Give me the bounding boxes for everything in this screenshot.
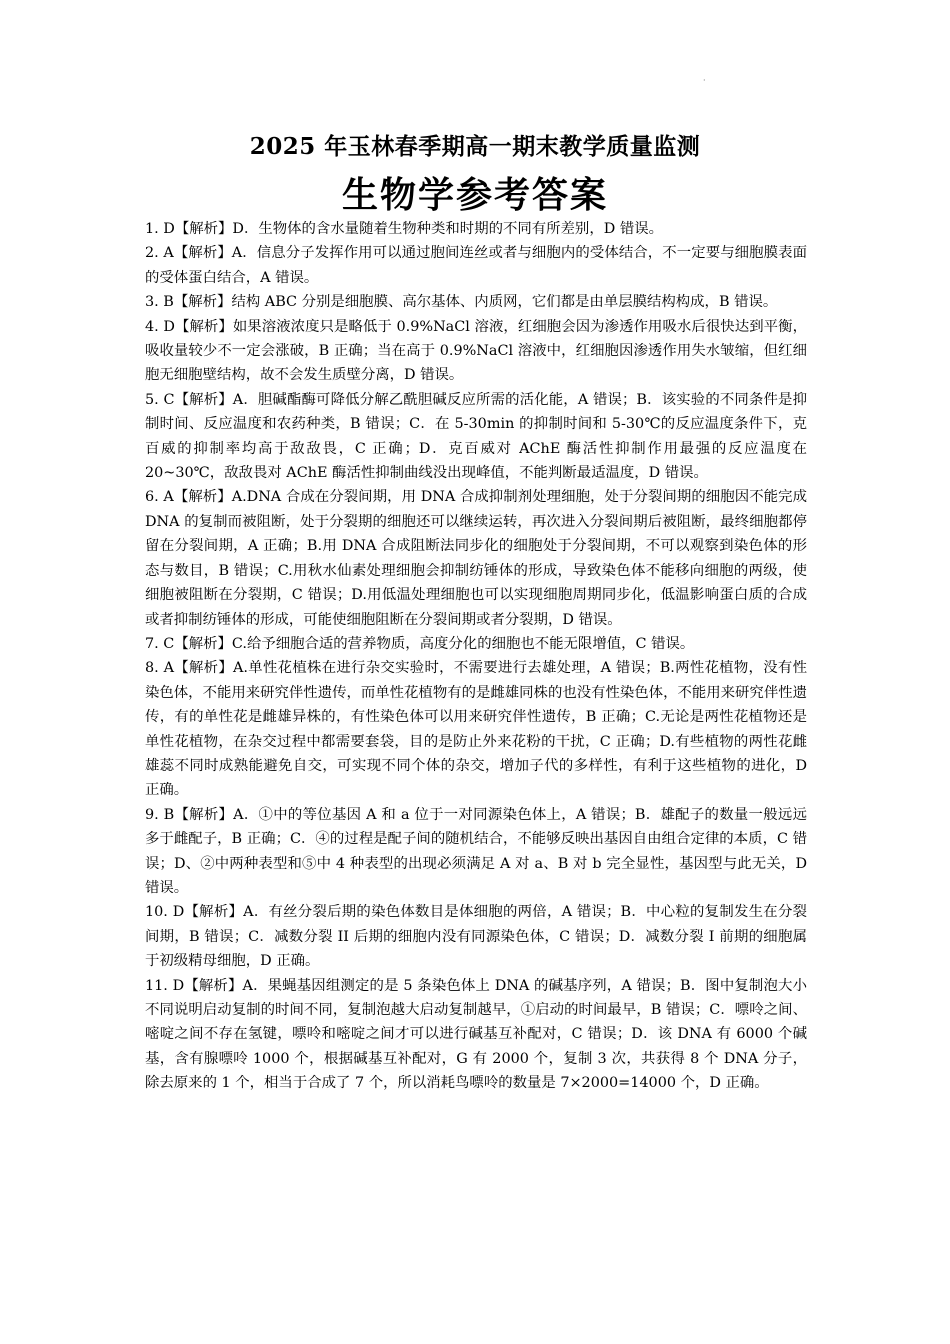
answer-item-4: 4. D【解析】如果溶液浓度只是略低于 0.9%NaCl 溶液，红细胞会因为渗透作用吸水后很快达到平衡，吸收量较少不一定会涨破，B 正确；当在高于 0.9%NaCl 溶液中，红细胞因渗透作用失水皱缩，但红细胞无细胞壁结构，故不会发生质壁分离，D 错误。 bbox=[145, 318, 807, 384]
document-subtitle: 生物学参考答案 bbox=[341, 175, 608, 216]
answer-list bbox=[145, 217, 807, 1096]
header-dot: · bbox=[703, 76, 706, 85]
answer-item-8: 8. A【解析】A.单性花植株在进行杂交实验时，不需要进行去雄处理，A 错误；B.两性花植物，没有性染色体，不能用来研究伴性遗传，而单性花植物有的是雌雄同株的也没有性染色体，不能用来研究伴性遗传，有的单性花是雌雄异株的，有性染色体可以用来研究伴性遗传，B 正确；C.无论是两性花植物还是单性花植物，在杂交过程中都需要套袋，目的是防止外来花粉的干扰，C 正确；D.有些植物的两性花雌雄蕊不同时成熟能避免自交，可实现不同个体的杂交，增加子代的多样性，有利于这些植物的进化，D 正确。 bbox=[145, 660, 807, 799]
answer-item-7: 7. C【解析】C.给予细胞合适的营养物质，高度分化的细胞也不能无限增值，C 错误。 bbox=[145, 635, 695, 652]
answer-item-2: 2. A【解析】A．信息分子发挥作用可以通过胞间连丝或者与细胞内的受体结合，不一定要与细胞膜表面的受体蛋白结合，A 错误。 bbox=[145, 245, 807, 286]
answer-item-10: 10. D【解析】A．有丝分裂后期的染色体数目是体细胞的两倍，A 错误；B．中心粒的复制发生在分裂间期，B 错误；C．减数分裂 II 后期的细胞内没有同源染色体，C 错误；D．减数分裂 I 前期的细胞属于初级精母细胞，D 正确。 bbox=[145, 904, 807, 970]
answer-item-5: 5. C【解析】A．胆碱酯酶可降低分解乙酰胆碱反应所需的活化能，A 错误；B．该实验的不同条件是抑制时间、反应温度和农药种类，B 错误；C．在 5-30min 的抑制时间和 5-30℃的反应温度条件下，克百威的抑制率均高于敌敌畏，C 正确；D．克百威对 AChE 酶活性抑制作用最强的反应温度在 20~30℃，敌敌畏对 AChE 酶活性抑制曲线没出现峰值，不能判断最适温度，D 错误。 bbox=[145, 391, 807, 482]
answer-item-1: 1. D【解析】D．生物体的含水量随着生物种类和时期的不同有所差别，D 错误。 bbox=[145, 221, 663, 237]
answer-item-11: 11. D【解析】A．果蝇基因组测定的是 5 条染色体上 DNA 的碱基序列，A 错误；B．图中复制泡大小不同说明启动复制的时间不同，复制泡越大启动复制越早，①启动的时间最早，B 错误；C．嘌呤之间、嘧啶之间不存在氢键，嘌呤和嘧啶之间才可以进行碱基互补配对，C 错误；D．该 DNA 有 6000 个碱基，含有腺嘌呤 1000 个，根据碱基互补配对，G 有 2000 个，复制 3 次，共获得 8 个 DNA 分子，除去原来的 1 个，相当于合成了 7 个，所以消耗鸟嘌呤的数量是 7×2000=14000 个，D 正确。 bbox=[145, 977, 807, 1092]
document-title: 2025 年玉林春季期高一期末教学质量监测 bbox=[249, 133, 701, 160]
answer-item-6: 6. A【解析】A.DNA 合成在分裂间期，用 DNA 合成抑制剂处理细胞，处于分裂间期的细胞因不能完成 DNA 的复制而被阻断，处于分裂期的细胞还可以继续运转，再次进入分裂间期后被阻断，最终细胞都停留在分裂间期，A 正确；B.用 DNA 合成阻断法同步化的细胞处于分裂间期，不可以观察到染色体的形态与数目，B 错误；C.用秋水仙素处理细胞会抑制纺锤体的形成，导致染色体不能移向细胞的两级，使细胞被阻断在分裂期，C 错误；D.用低温处理细胞也可以实现细胞周期同步化，低温影响蛋白质的合成或者抑制纺锤体的形成，可能使细胞阻断在分裂间期或者分裂期，D 错误。 bbox=[145, 489, 807, 628]
answer-item-9: 9. B【解析】A．①中的等位基因 A 和 a 位于一对同源染色体上，A 错误；B．雄配子的数量一般远远多于雌配子，B 正确；C．④的过程是配子间的随机结合，不能够反映出基因自由组合定律的本质，C 错误；D、②中两种表型和⑤中 4 种表型的出现必须满足 A 对 a、B 对 b 完全显性，基因型与此无关，D 错误。 bbox=[145, 806, 807, 896]
answer-item-3: 3. B【解析】结构 ABC 分别是细胞膜、高尔基体、内质网，它们都是由单层膜结构构成，B 错误。 bbox=[145, 294, 778, 311]
